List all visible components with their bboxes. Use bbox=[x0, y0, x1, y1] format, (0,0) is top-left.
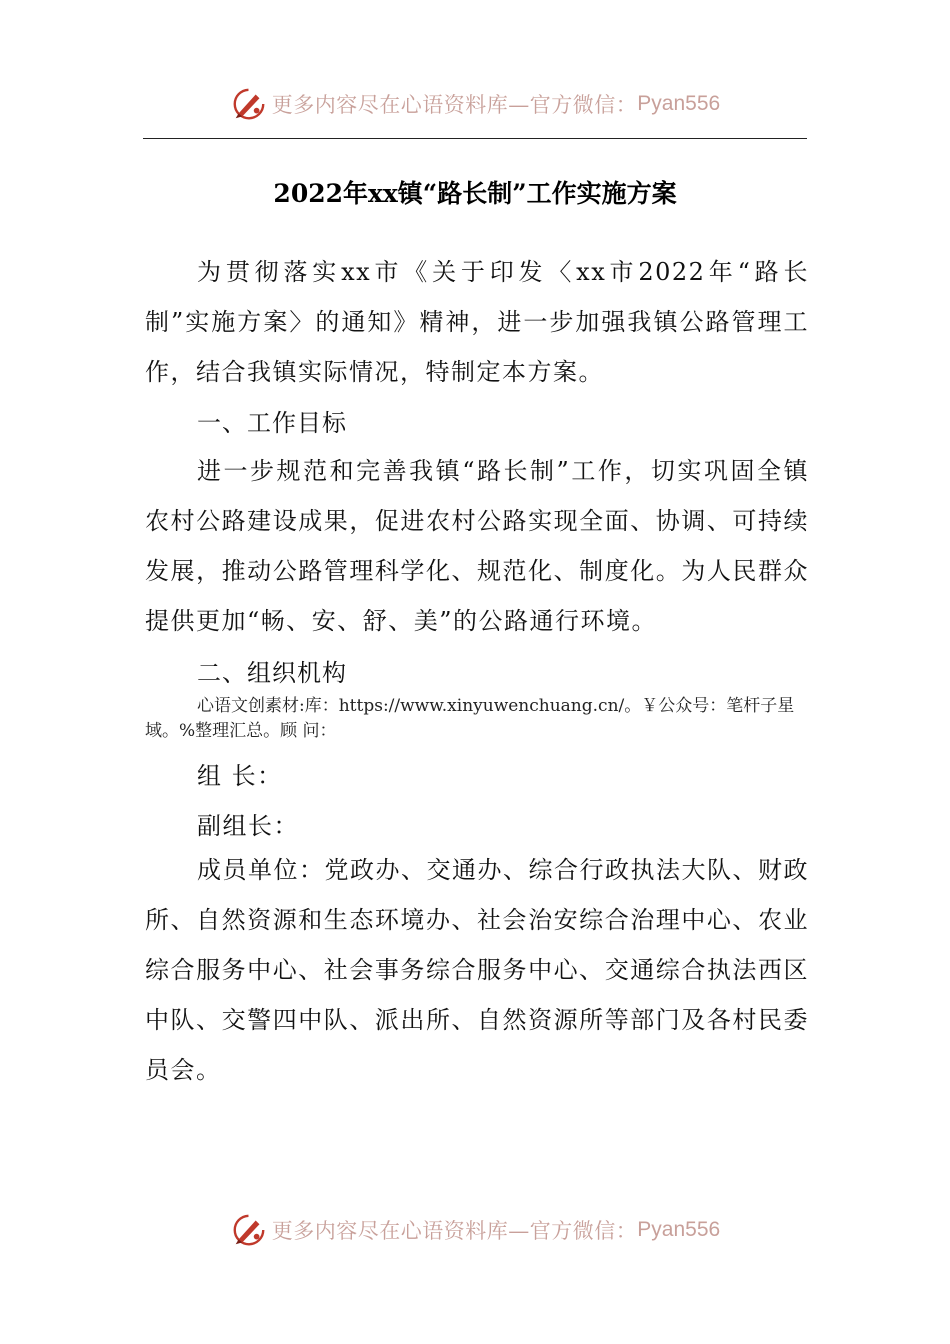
watermark-text: 更多内容尽在心语资料库—官方微信： bbox=[271, 1219, 638, 1243]
section-heading-organization: 二、组织机构 bbox=[197, 659, 347, 687]
group-leader-line: 组 长： bbox=[197, 762, 283, 790]
document-title: 2022年xx镇“路长制”工作实施方案 bbox=[273, 179, 677, 208]
watermark-footer bbox=[0, 1208, 950, 1252]
watermark-header bbox=[0, 82, 950, 126]
pen-logo-icon bbox=[230, 85, 268, 123]
section-heading-goals: 一、工作目标 bbox=[197, 409, 347, 437]
watermark-wechat-id: Pyan556 bbox=[637, 92, 721, 115]
watermark-wechat-id: Pyan556 bbox=[637, 1218, 721, 1241]
watermark-text: 更多内容尽在心语资料库—官方微信： bbox=[271, 93, 638, 117]
pen-logo-icon bbox=[230, 1211, 268, 1249]
deputy-leader-line: 副组长： bbox=[197, 812, 299, 840]
member-units-paragraph: 成员单位：党政办、交通办、综合行政执法大队、财政所、自然资源和生态环境办、社会治安综合治理中心、农业综合服务中心、社会事务综合服务中心、交通综合执法西区中队、交警四中队、派出所、自然资源所等部门及各村民委员会。 bbox=[145, 856, 809, 1084]
header-divider bbox=[143, 138, 807, 139]
source-note: 心语文创素材:库：https://www.xinyuwenchuang.cn/。￥公众号：笔杆子星域。%整理汇总。顾 问： bbox=[145, 696, 795, 741]
intro-paragraph: 为贯彻落实xx市《关于印发〈xx市2022年“路长制”实施方案〉的通知》精神，进一步加强我镇公路管理工作，结合我镇实际情况，特制定本方案。 bbox=[145, 258, 809, 386]
goals-paragraph: 进一步规范和完善我镇“路长制”工作，切实巩固全镇农村公路建设成果，促进农村公路实现全面、协调、可持续发展，推动公路管理科学化、规范化、制度化。为人民群众提供更加“畅、安、舒、美”的公路通行环境。 bbox=[145, 457, 809, 635]
